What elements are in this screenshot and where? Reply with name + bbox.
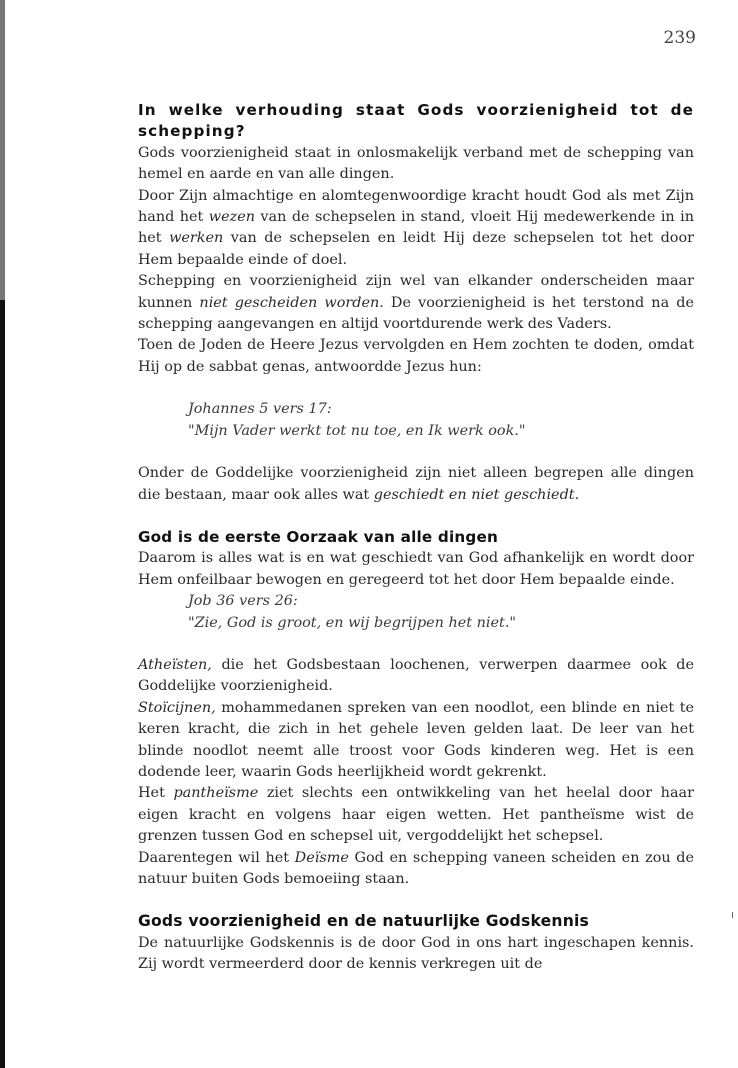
page-number: 239 <box>663 28 696 48</box>
spacer <box>138 506 694 527</box>
emphasis: wezen <box>208 209 255 226</box>
emphasis: geschiedt en niet geschiedt. <box>373 486 580 503</box>
scripture-reference: Job 36 vers 26: <box>188 593 298 610</box>
spacer <box>138 378 694 399</box>
emphasis: niet gescheiden worden. <box>199 294 384 311</box>
scripture-quote: "Mijn Vader werkt tot nu toe, en Ik werk ook." <box>188 422 526 439</box>
paragraph: Atheïsten, die het Godsbestaan loochenen, verwerpen daarmee ook de Goddelijke voorzienigheid. <box>138 656 694 695</box>
paragraph: Door Zijn almachtige en alomtegenwoordige kracht houdt God als met Zijn hand het wezen van de schepselen in stand, vloeit Hij medewerkende in in het werken van de schepselen en leidt Hij deze schepselen tot het door Hem bepaalde einde of doel. <box>138 187 694 268</box>
paragraph: Toen de Joden de Heere Jezus vervolgden en Hem zochten te doden, omdat Hij op de sabbat genas, antwoordde Jezus hun: <box>138 337 694 375</box>
paragraph: De natuurlijke Godskennis is de door God in ons hart ingeschapen kennis. Zij wordt vermeerderd door de kennis verkregen uit de <box>138 934 694 973</box>
emphasis: pantheïsme <box>173 785 259 802</box>
emphasis: Atheïsten, <box>138 656 212 673</box>
paragraph: Schepping en voorzienigheid zijn wel van elkander onderscheiden maar kunnen niet gescheiden worden. De voorzienigheid is het terstond na de schepping aangevangen en altijd voortdurende werk des Vaders. <box>138 273 694 333</box>
scripture-reference: Johannes 5 vers 17: <box>188 401 332 418</box>
emphasis: Deïsme <box>294 849 349 866</box>
paragraph: Daarom is alles wat is en wat geschiedt van God afhankelijk en wordt door Hem onfeilbaar bewogen en geregeerd tot het door Hem bepaalde einde. <box>138 550 694 588</box>
page-body <box>138 100 694 976</box>
spacer <box>138 442 694 463</box>
spacer <box>138 634 694 655</box>
paragraph: Gods voorzienigheid staat in onlosmakelijk verband met de schepping van hemel en aarde en van alle dingen. <box>138 144 694 183</box>
paragraph: Het pantheïsme ziet slechts een ontwikkeling van het heelal door haar eigen kracht en volgens haar eigen wetten. Het pantheïsme wist de grenzen tussen God en schepsel uit, vergoddelijkt het schepsel. <box>138 785 694 845</box>
spacer <box>138 890 694 911</box>
scripture-quote: "Zie, God is groot, en wij begrijpen het niet." <box>188 614 517 631</box>
section-heading-natuurlijke-godskennis: Gods voorzienigheid en de natuurlijke Godskennis <box>138 912 590 931</box>
scan-mark <box>732 912 733 918</box>
paragraph: Stoïcijnen, mohammedanen spreken van een noodlot, een blinde en niet te keren kracht, die zich in het gehele leven gelden laat. De leer van het blinde noodlot neemt alle troost voor Gods kinderen weg. Het is een dodende leer, waarin Gods heerlijkheid wordt gekrenkt. <box>138 699 694 780</box>
section-heading-verhouding: In welke verhouding staat Gods voorzienigheid tot de schepping? <box>138 101 694 141</box>
emphasis: Stoïcijnen, <box>138 699 216 716</box>
paragraph: Daarentegen wil het Deïsme God en schepping vaneen scheiden en zou de natuur buiten Gods bemoeiing staan. <box>138 849 694 887</box>
paragraph: Onder de Goddelijke voorzienigheid zijn niet alleen begrepen alle dingen die bestaan, maar ook alles wat geschiedt en niet geschiedt. <box>138 465 694 503</box>
book-spine-shadow <box>0 0 5 300</box>
emphasis: werken <box>169 230 224 247</box>
section-heading-eerste-oorzaak: God is de eerste Oorzaak van alle dingen <box>138 527 498 546</box>
